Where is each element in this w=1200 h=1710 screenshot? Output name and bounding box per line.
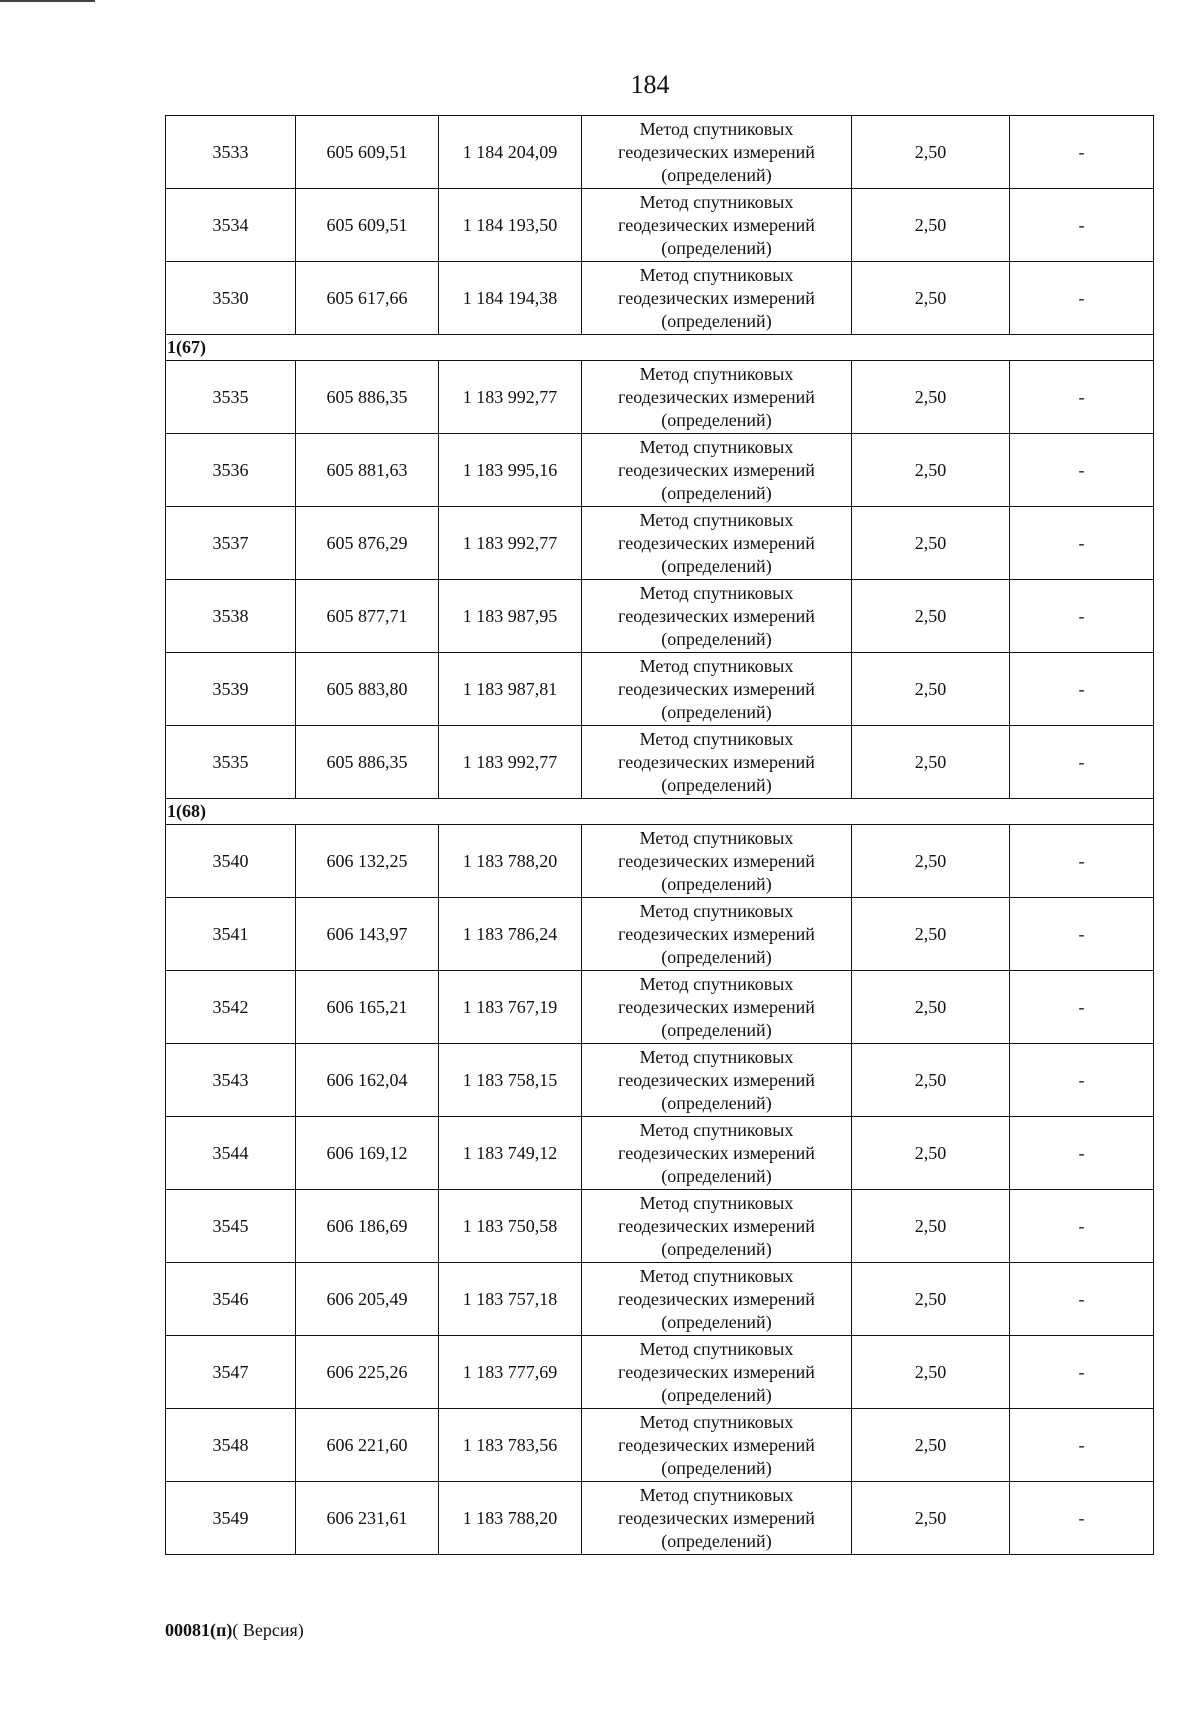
method-line: геодезических измерений xyxy=(618,996,815,1017)
method-line: (определений) xyxy=(661,409,772,430)
method-cell xyxy=(582,189,852,262)
method-line: геодезических измерений xyxy=(618,459,815,480)
accuracy-cell: 2,50 xyxy=(852,1117,1010,1190)
point-id-cell: 3548 xyxy=(166,1409,296,1482)
description-cell: - xyxy=(1010,507,1154,580)
method-cell xyxy=(582,361,852,434)
accuracy-cell: 2,50 xyxy=(852,189,1010,262)
description-cell: - xyxy=(1010,653,1154,726)
coordinates-table-body xyxy=(166,116,1154,1555)
description-cell: - xyxy=(1010,898,1154,971)
description-cell: - xyxy=(1010,189,1154,262)
method-cell xyxy=(582,653,852,726)
method-line: Метод спутниковых xyxy=(639,582,794,603)
point-id-cell: 3542 xyxy=(166,971,296,1044)
method-line: Метод спутниковых xyxy=(639,1484,794,1505)
accuracy-cell: 2,50 xyxy=(852,726,1010,799)
accuracy-cell: 2,50 xyxy=(852,971,1010,1044)
table-row xyxy=(166,1190,1154,1263)
x-coordinate-cell: 606 162,04 xyxy=(296,1044,439,1117)
method-line: Метод спутниковых xyxy=(639,436,794,457)
method-line: (определений) xyxy=(661,164,772,185)
description-cell: - xyxy=(1010,1117,1154,1190)
y-coordinate-cell: 1 183 777,69 xyxy=(439,1336,582,1409)
method-cell xyxy=(582,434,852,507)
method-line: (определений) xyxy=(661,946,772,967)
description-cell: - xyxy=(1010,1190,1154,1263)
point-id-cell: 3530 xyxy=(166,262,296,335)
method-line: Метод спутниковых xyxy=(639,1046,794,1067)
method-line: (определений) xyxy=(661,1165,772,1186)
table-row xyxy=(166,434,1154,507)
accuracy-cell: 2,50 xyxy=(852,1263,1010,1336)
method-cell xyxy=(582,116,852,189)
method-line: (определений) xyxy=(661,1457,772,1478)
method-line: геодезических измерений xyxy=(618,1507,815,1528)
method-cell xyxy=(582,1117,852,1190)
method-line: геодезических измерений xyxy=(618,141,815,162)
accuracy-cell: 2,50 xyxy=(852,262,1010,335)
method-line: Метод спутниковых xyxy=(639,1338,794,1359)
point-id-cell: 3533 xyxy=(166,116,296,189)
method-line: (определений) xyxy=(661,1092,772,1113)
y-coordinate-cell: 1 183 749,12 xyxy=(439,1117,582,1190)
scan-edge-mark xyxy=(0,0,95,2)
table-row xyxy=(166,116,1154,189)
accuracy-cell: 2,50 xyxy=(852,1044,1010,1117)
x-coordinate-cell: 605 881,63 xyxy=(296,434,439,507)
method-line: геодезических измерений xyxy=(618,287,815,308)
y-coordinate-cell: 1 183 767,19 xyxy=(439,971,582,1044)
method-line: геодезических измерений xyxy=(618,386,815,407)
table-row xyxy=(166,653,1154,726)
x-coordinate-cell: 606 143,97 xyxy=(296,898,439,971)
description-cell: - xyxy=(1010,116,1154,189)
point-id-cell: 3541 xyxy=(166,898,296,971)
y-coordinate-cell: 1 183 786,24 xyxy=(439,898,582,971)
x-coordinate-cell: 606 132,25 xyxy=(296,825,439,898)
method-line: (определений) xyxy=(661,237,772,258)
method-cell xyxy=(582,580,852,653)
description-cell: - xyxy=(1010,726,1154,799)
accuracy-cell: 2,50 xyxy=(852,507,1010,580)
y-coordinate-cell: 1 183 783,56 xyxy=(439,1409,582,1482)
point-id-cell: 3544 xyxy=(166,1117,296,1190)
method-line: геодезических измерений xyxy=(618,751,815,772)
y-coordinate-cell: 1 184 204,09 xyxy=(439,116,582,189)
method-line: Метод спутниковых xyxy=(639,509,794,530)
footer-code: 00081(п) xyxy=(165,1620,233,1640)
point-id-cell: 3546 xyxy=(166,1263,296,1336)
accuracy-cell: 2,50 xyxy=(852,825,1010,898)
method-line: Метод спутниковых xyxy=(639,118,794,139)
y-coordinate-cell: 1 183 992,77 xyxy=(439,361,582,434)
table-row xyxy=(166,1044,1154,1117)
description-cell: - xyxy=(1010,262,1154,335)
x-coordinate-cell: 606 231,61 xyxy=(296,1482,439,1555)
point-id-cell: 3536 xyxy=(166,434,296,507)
accuracy-cell: 2,50 xyxy=(852,898,1010,971)
method-line: Метод спутниковых xyxy=(639,728,794,749)
coordinates-table xyxy=(165,115,1154,1555)
x-coordinate-cell: 605 609,51 xyxy=(296,189,439,262)
method-line: (определений) xyxy=(661,1238,772,1259)
method-cell xyxy=(582,825,852,898)
method-line: геодезических измерений xyxy=(618,850,815,871)
description-cell: - xyxy=(1010,361,1154,434)
table-row xyxy=(166,580,1154,653)
accuracy-cell: 2,50 xyxy=(852,1482,1010,1555)
method-cell xyxy=(582,1263,852,1336)
method-line: Метод спутниковых xyxy=(639,264,794,285)
method-cell xyxy=(582,507,852,580)
method-line: Метод спутниковых xyxy=(639,973,794,994)
accuracy-cell: 2,50 xyxy=(852,361,1010,434)
point-id-cell: 3547 xyxy=(166,1336,296,1409)
method-cell xyxy=(582,1409,852,1482)
group-row xyxy=(166,799,1154,825)
method-line: (определений) xyxy=(661,628,772,649)
y-coordinate-cell: 1 183 992,77 xyxy=(439,507,582,580)
table-row xyxy=(166,971,1154,1044)
description-cell: - xyxy=(1010,825,1154,898)
point-id-cell: 3540 xyxy=(166,825,296,898)
method-line: (определений) xyxy=(661,310,772,331)
method-line: (определений) xyxy=(661,873,772,894)
description-cell: - xyxy=(1010,971,1154,1044)
y-coordinate-cell: 1 184 194,38 xyxy=(439,262,582,335)
method-line: Метод спутниковых xyxy=(639,655,794,676)
x-coordinate-cell: 606 169,12 xyxy=(296,1117,439,1190)
method-line: Метод спутниковых xyxy=(639,1119,794,1140)
method-line: Метод спутниковых xyxy=(639,1192,794,1213)
point-id-cell: 3537 xyxy=(166,507,296,580)
table-row xyxy=(166,726,1154,799)
x-coordinate-cell: 605 609,51 xyxy=(296,116,439,189)
description-cell: - xyxy=(1010,434,1154,507)
point-id-cell: 3539 xyxy=(166,653,296,726)
y-coordinate-cell: 1 184 193,50 xyxy=(439,189,582,262)
method-line: Метод спутниковых xyxy=(639,827,794,848)
y-coordinate-cell: 1 183 987,95 xyxy=(439,580,582,653)
x-coordinate-cell: 605 877,71 xyxy=(296,580,439,653)
y-coordinate-cell: 1 183 987,81 xyxy=(439,653,582,726)
method-line: геодезических измерений xyxy=(618,1361,815,1382)
method-line: Метод спутниковых xyxy=(639,363,794,384)
method-cell xyxy=(582,1336,852,1409)
accuracy-cell: 2,50 xyxy=(852,653,1010,726)
method-cell xyxy=(582,971,852,1044)
x-coordinate-cell: 605 883,80 xyxy=(296,653,439,726)
table-row xyxy=(166,1117,1154,1190)
x-coordinate-cell: 605 876,29 xyxy=(296,507,439,580)
x-coordinate-cell: 605 886,35 xyxy=(296,361,439,434)
table-row xyxy=(166,1409,1154,1482)
x-coordinate-cell: 606 221,60 xyxy=(296,1409,439,1482)
method-line: геодезических измерений xyxy=(618,1434,815,1455)
y-coordinate-cell: 1 183 788,20 xyxy=(439,1482,582,1555)
y-coordinate-cell: 1 183 750,58 xyxy=(439,1190,582,1263)
point-id-cell: 3545 xyxy=(166,1190,296,1263)
method-line: Метод спутниковых xyxy=(639,1411,794,1432)
method-line: геодезических измерений xyxy=(618,1142,815,1163)
method-line: (определений) xyxy=(661,555,772,576)
x-coordinate-cell: 606 225,26 xyxy=(296,1336,439,1409)
point-id-cell: 3538 xyxy=(166,580,296,653)
table-row xyxy=(166,262,1154,335)
y-coordinate-cell: 1 183 758,15 xyxy=(439,1044,582,1117)
method-line: геодезических измерений xyxy=(618,923,815,944)
table-row xyxy=(166,1482,1154,1555)
x-coordinate-cell: 606 186,69 xyxy=(296,1190,439,1263)
method-line: геодезических измерений xyxy=(618,1069,815,1090)
method-line: Метод спутниковых xyxy=(639,191,794,212)
y-coordinate-cell: 1 183 992,77 xyxy=(439,726,582,799)
x-coordinate-cell: 606 205,49 xyxy=(296,1263,439,1336)
group-label: 1(68) xyxy=(166,799,1154,825)
method-cell xyxy=(582,1482,852,1555)
method-line: геодезических измерений xyxy=(618,1288,815,1309)
method-line: геодезических измерений xyxy=(618,605,815,626)
method-line: (определений) xyxy=(661,1530,772,1551)
footer-version: ( Версия) xyxy=(232,1620,304,1640)
description-cell: - xyxy=(1010,1409,1154,1482)
table-row xyxy=(166,898,1154,971)
y-coordinate-cell: 1 183 788,20 xyxy=(439,825,582,898)
point-id-cell: 3534 xyxy=(166,189,296,262)
description-cell: - xyxy=(1010,580,1154,653)
description-cell: - xyxy=(1010,1336,1154,1409)
method-line: геодезических измерений xyxy=(618,214,815,235)
x-coordinate-cell: 606 165,21 xyxy=(296,971,439,1044)
method-line: (определений) xyxy=(661,701,772,722)
group-label: 1(67) xyxy=(166,335,1154,361)
y-coordinate-cell: 1 183 757,18 xyxy=(439,1263,582,1336)
accuracy-cell: 2,50 xyxy=(852,434,1010,507)
description-cell: - xyxy=(1010,1263,1154,1336)
method-line: Метод спутниковых xyxy=(639,1265,794,1286)
method-cell xyxy=(582,726,852,799)
description-cell: - xyxy=(1010,1044,1154,1117)
method-line: (определений) xyxy=(661,1311,772,1332)
method-cell xyxy=(582,1190,852,1263)
document-footer xyxy=(165,1620,304,1641)
table-row xyxy=(166,507,1154,580)
accuracy-cell: 2,50 xyxy=(852,116,1010,189)
point-id-cell: 3535 xyxy=(166,726,296,799)
y-coordinate-cell: 1 183 995,16 xyxy=(439,434,582,507)
table-row xyxy=(166,361,1154,434)
description-cell: - xyxy=(1010,1482,1154,1555)
method-line: (определений) xyxy=(661,482,772,503)
method-line: геодезических измерений xyxy=(618,532,815,553)
table-row xyxy=(166,189,1154,262)
point-id-cell: 3543 xyxy=(166,1044,296,1117)
accuracy-cell: 2,50 xyxy=(852,1336,1010,1409)
method-line: (определений) xyxy=(661,1019,772,1040)
table-row xyxy=(166,1263,1154,1336)
method-cell xyxy=(582,262,852,335)
accuracy-cell: 2,50 xyxy=(852,1190,1010,1263)
page-number: 184 xyxy=(630,70,670,99)
table-row xyxy=(166,1336,1154,1409)
accuracy-cell: 2,50 xyxy=(852,1409,1010,1482)
method-line: Метод спутниковых xyxy=(639,900,794,921)
method-line: геодезических измерений xyxy=(618,1215,815,1236)
point-id-cell: 3549 xyxy=(166,1482,296,1555)
x-coordinate-cell: 605 886,35 xyxy=(296,726,439,799)
accuracy-cell: 2,50 xyxy=(852,580,1010,653)
point-id-cell: 3535 xyxy=(166,361,296,434)
table-row xyxy=(166,825,1154,898)
x-coordinate-cell: 605 617,66 xyxy=(296,262,439,335)
group-row xyxy=(166,335,1154,361)
method-cell xyxy=(582,898,852,971)
method-line: (определений) xyxy=(661,1384,772,1405)
method-line: геодезических измерений xyxy=(618,678,815,699)
method-line: (определений) xyxy=(661,774,772,795)
method-cell xyxy=(582,1044,852,1117)
